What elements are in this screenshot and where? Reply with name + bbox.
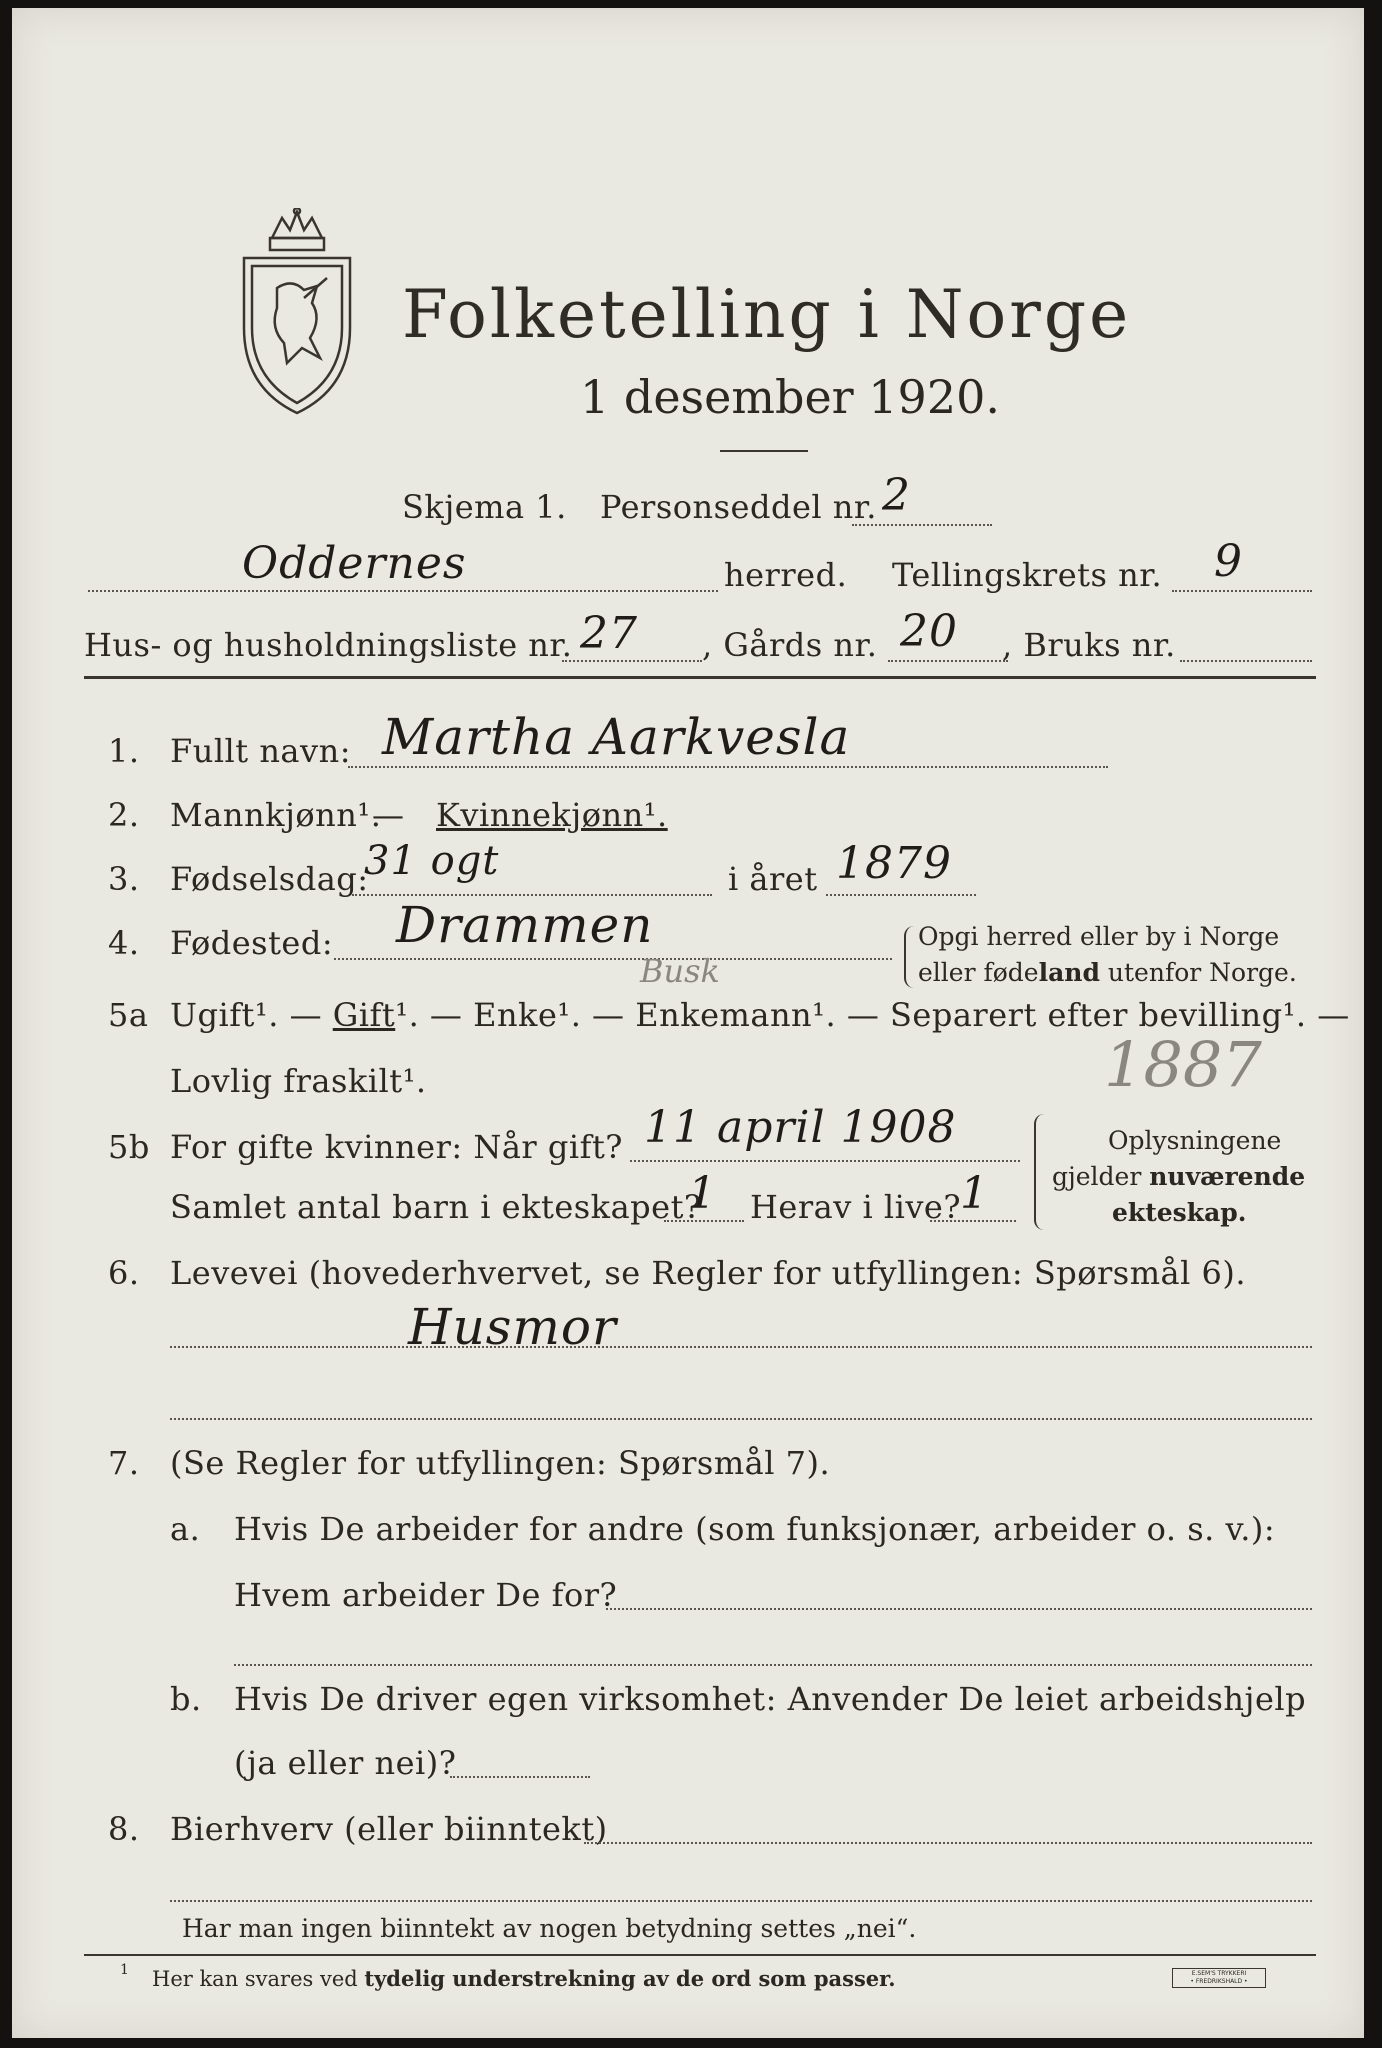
q4-brace xyxy=(904,926,914,988)
personseddel-label: Personseddel nr. xyxy=(600,488,877,526)
footnote-b: tydelig understrekning av de ord som passer. xyxy=(364,1966,896,1991)
q5b-brace xyxy=(1034,1114,1046,1230)
q5b-line1 xyxy=(630,1160,1020,1162)
q3-year-label: i året xyxy=(728,860,818,898)
q6-number: 6. xyxy=(108,1254,140,1292)
q2-dash: — xyxy=(372,796,405,834)
q8-number: 8. xyxy=(108,1810,140,1848)
herred-line xyxy=(88,590,718,592)
q1-line xyxy=(348,766,1108,768)
q2-female-option[interactable]: Kvinnekjønn¹. xyxy=(436,796,668,834)
form-title: Folketelling i Norge xyxy=(402,276,1132,353)
q8-line2[interactable] xyxy=(170,1900,1312,1902)
q4-line xyxy=(334,958,892,960)
q7-number: 7. xyxy=(108,1444,140,1482)
q4-note2-c: utenfor Norge. xyxy=(1099,958,1297,987)
q4-label: Fødested: xyxy=(170,924,334,962)
q3-number: 3. xyxy=(108,860,140,898)
printer-line1: E.SEM'S TRYKKERI xyxy=(1191,1970,1247,1977)
q7b-letter: b. xyxy=(170,1680,202,1718)
q1-number: 1. xyxy=(108,732,140,770)
q4-note2-b: land xyxy=(1038,958,1100,987)
full-name-value[interactable]: Martha Aarkvesla xyxy=(382,708,851,766)
q5a-pencil-note: 1887 xyxy=(1104,1028,1262,1101)
q5b-note3: ekteskap. xyxy=(1112,1198,1247,1227)
q7b-line2: (ja eller nei)? xyxy=(234,1744,457,1782)
q3-year-line xyxy=(826,894,976,896)
q7a-letter: a. xyxy=(170,1510,201,1548)
q5b-number: 5b xyxy=(108,1128,150,1166)
skjema-label: Skjema 1. xyxy=(402,488,567,526)
q5b-line3 xyxy=(930,1220,1016,1222)
q8-line1[interactable] xyxy=(584,1842,1312,1844)
q4-number: 4. xyxy=(108,924,140,962)
hus-line xyxy=(562,660,702,662)
q5b-note1: Oplysningene xyxy=(1108,1126,1282,1155)
q4-note2-a: eller føde xyxy=(918,958,1039,987)
q5b-line2 xyxy=(664,1220,744,1222)
q6-line1 xyxy=(170,1346,1312,1348)
q7a-answer-line2[interactable] xyxy=(234,1664,1312,1666)
q7a-line2: Hvem arbeider De for? xyxy=(234,1576,618,1614)
bruks-label: , Bruks nr. xyxy=(1002,626,1176,664)
printer-stamp xyxy=(1172,1968,1266,1988)
q2-number: 2. xyxy=(108,796,140,834)
personseddel-value[interactable]: 2 xyxy=(882,470,911,521)
footnote-number: 1 xyxy=(120,1962,129,1978)
herred-label: herred. xyxy=(724,556,848,594)
header-rule xyxy=(84,676,1316,679)
q8-label: Bierhverv (eller biinntekt) xyxy=(170,1810,608,1848)
q4-note-line1: Opgi herred eller by i Norge xyxy=(918,922,1280,951)
q7a-line1: Hvis De arbeider for andre (som funksjonær, arbeider o. s. v.): xyxy=(234,1510,1276,1548)
census-form xyxy=(12,8,1364,2038)
hus-value[interactable]: 27 xyxy=(580,608,638,659)
tellingskrets-value[interactable]: 9 xyxy=(1214,536,1243,587)
printer-line2: • FREDRIKSHALD • xyxy=(1190,1978,1248,1985)
herred-value[interactable]: Oddernes xyxy=(242,538,467,589)
q5b-label2: Samlet antal barn i ekteskapet? xyxy=(170,1188,702,1226)
gards-label: , Gårds nr. xyxy=(702,626,878,664)
q7b-answer-line[interactable] xyxy=(450,1776,590,1778)
bruks-line xyxy=(1180,660,1312,662)
q7-label: (Se Regler for utfyllingen: Spørsmål 7). xyxy=(170,1444,831,1482)
birthday-value[interactable]: 31 ogt xyxy=(364,838,500,884)
footnote-a: Her kan svares ved xyxy=(152,1967,365,1991)
form-date: 1 desember 1920. xyxy=(580,370,1000,424)
q6-label: Levevei (hovederhvervet, se Regler for utfyllingen: Spørsmål 6). xyxy=(170,1254,1247,1292)
coat-of-arms-icon xyxy=(232,208,362,418)
q1-label: Fullt navn: xyxy=(170,732,351,770)
hus-label: Hus- og husholdningsliste nr. xyxy=(84,626,573,664)
q3-label: Fødselsdag: xyxy=(170,860,369,898)
footnote-text xyxy=(152,1966,896,1991)
occupation-value[interactable]: Husmor xyxy=(408,1298,617,1356)
tellingskrets-label: Tellingskrets nr. xyxy=(892,556,1163,594)
tellingskrets-line xyxy=(1172,590,1312,592)
q5b-note2 xyxy=(1052,1162,1305,1191)
q2-male-option[interactable]: Mannkjønn¹. xyxy=(170,796,382,834)
personseddel-line xyxy=(852,524,992,526)
birth-year-value[interactable]: 1879 xyxy=(836,838,952,889)
q5b-label3: Herav i live? xyxy=(750,1188,962,1226)
q5a-gift[interactable]: Gift xyxy=(332,996,396,1034)
title-divider xyxy=(720,450,808,452)
footer-rule xyxy=(84,1954,1316,1956)
gards-line xyxy=(888,660,1008,662)
q5a-ugift[interactable]: Ugift¹. — xyxy=(170,996,333,1034)
gards-value[interactable]: 20 xyxy=(900,606,958,657)
q4-note-line2 xyxy=(918,958,1297,987)
q5b-note2-a: gjelder xyxy=(1052,1162,1150,1191)
q6-line2 xyxy=(170,1418,1312,1420)
birthplace-value[interactable]: Drammen xyxy=(396,896,654,954)
q7b-line1: Hvis De driver egen virksomhet: Anvender De leiet arbeidshjelp xyxy=(234,1680,1307,1718)
children-alive-value[interactable]: 1 xyxy=(960,1168,989,1219)
q5a-other-options[interactable]: ¹. — Enke¹. — Enkemann¹. — Separert efter bevilling¹. — xyxy=(395,996,1350,1034)
footer-note: Har man ingen biinntekt av nogen betydning settes „nei“. xyxy=(182,1914,917,1943)
children-count-value[interactable]: 1 xyxy=(688,1168,717,1219)
q5b-label1: For gifte kvinner: Når gift? xyxy=(170,1128,623,1166)
q7a-answer-line1[interactable] xyxy=(606,1608,1312,1610)
q5a-line2[interactable]: Lovlig fraskilt¹. xyxy=(170,1062,427,1100)
marriage-date-value[interactable]: 11 april 1908 xyxy=(644,1102,957,1153)
birthplace-pencil-note: Busk xyxy=(640,952,720,990)
q5a-number: 5a xyxy=(108,996,149,1034)
q5b-note2-b: nuværende xyxy=(1149,1162,1306,1191)
